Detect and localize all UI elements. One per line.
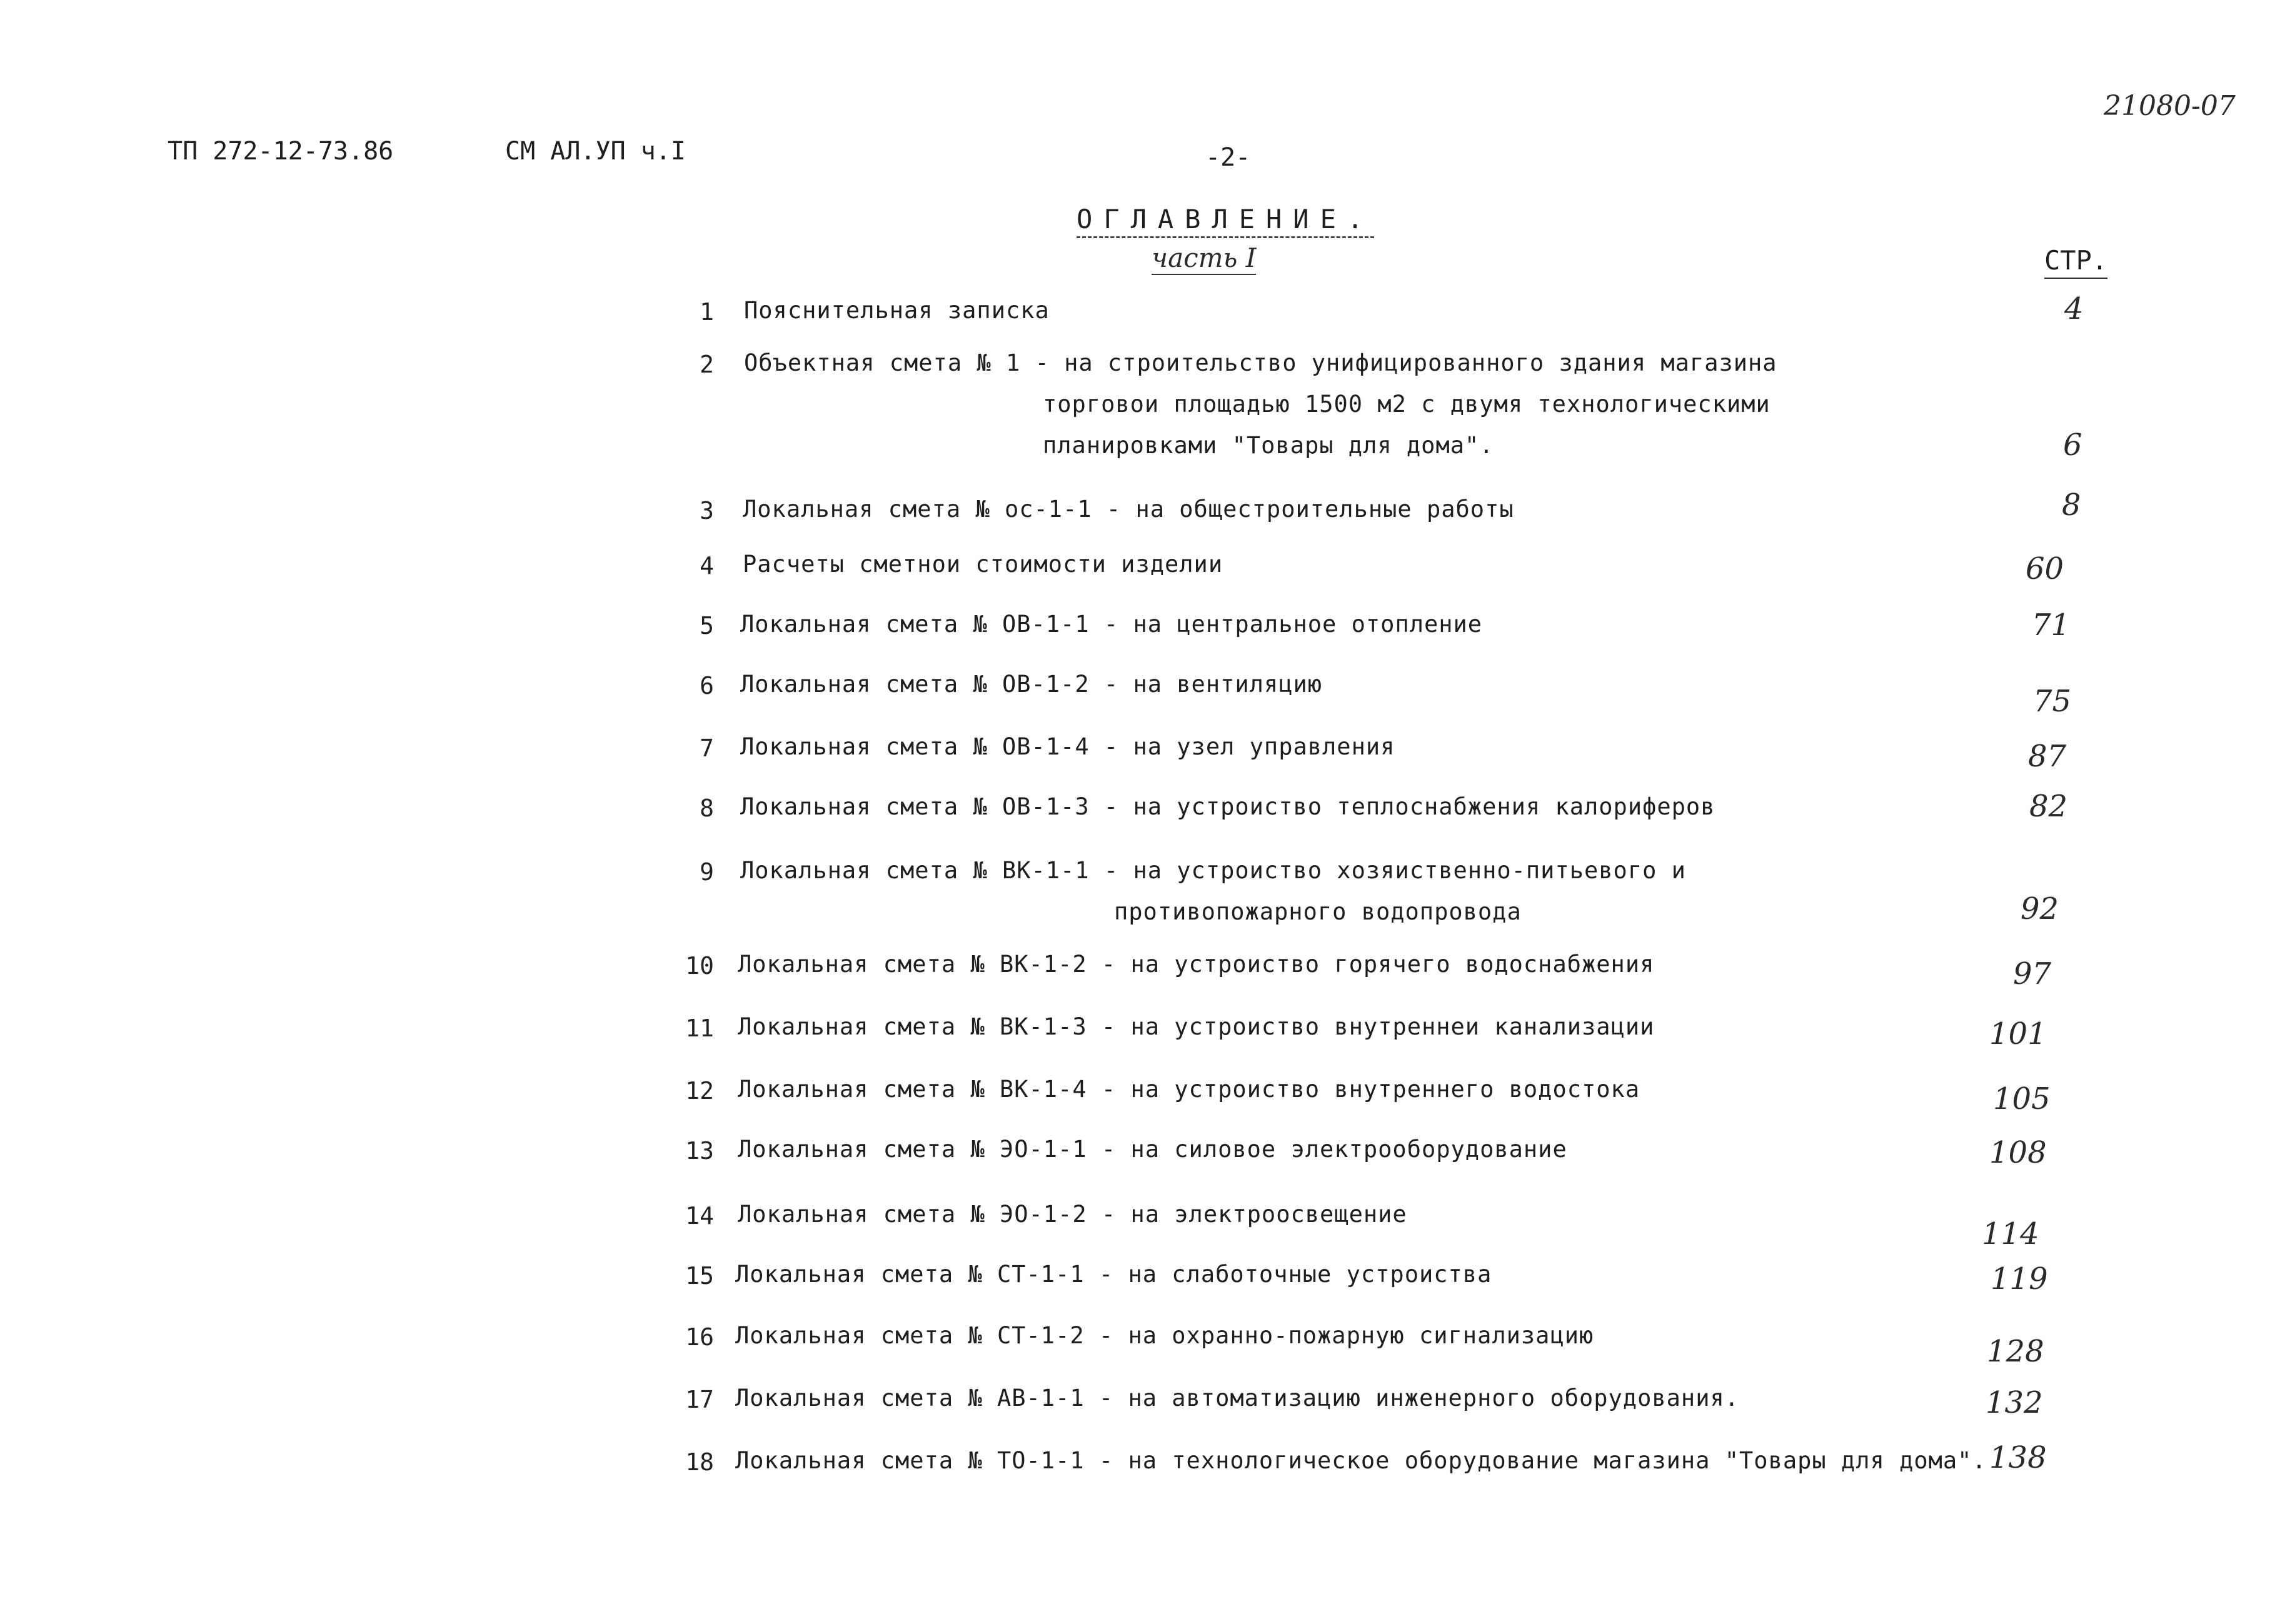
page-number: -2- <box>1205 143 1251 172</box>
toc-entry-page: 71 <box>2032 608 2071 643</box>
toc-entry-page: 128 <box>1987 1334 2044 1369</box>
toc-entry-text: Пояснительная записка <box>744 297 1050 324</box>
toc-entry-page: 8 <box>2062 488 2081 523</box>
toc-entry-text: Локальная смета № АВ-1-1 - на автоматизацию инженерного оборудования. <box>735 1385 1740 1411</box>
toc-entry-page: 108 <box>1989 1135 2047 1170</box>
toc-entry-text: противопожарного водопровода <box>1114 898 1522 925</box>
toc-entry-text: Локальная смета № ТО-1-1 - на технологическое оборудование магазина "Товары для дома". <box>735 1447 1987 1474</box>
toc-entry-page: 105 <box>1993 1081 2051 1116</box>
page-column-header: СТР. <box>2044 248 2107 279</box>
toc-entry-text: Локальная смета № СТ-1-2 - на охранно-пожарную сигнализацию <box>735 1322 1594 1349</box>
toc-entry-number: 10 <box>685 952 714 980</box>
toc-entry-text: Локальная смета № ВК-1-1 - на устроиство хозяиственно-питьевого и <box>740 857 1686 884</box>
toc-entry-page: 60 <box>2026 551 2064 586</box>
toc-subtitle: часть I <box>1152 245 1256 275</box>
toc-entry-page: 6 <box>2063 428 2082 463</box>
toc-entry-number: 9 <box>700 858 714 886</box>
toc-entry-text: Локальная смета № ОВ-1-4 - на узел управления <box>740 733 1395 760</box>
toc-entry-number: 13 <box>685 1137 714 1165</box>
album-code: СМ АЛ.УП ч.I <box>505 137 686 166</box>
toc-entry-page: 4 <box>2064 291 2084 326</box>
toc-entry-number: 12 <box>685 1077 714 1105</box>
toc-entry-number: 15 <box>685 1262 714 1290</box>
toc-entry-page: 87 <box>2028 739 2067 774</box>
toc-entry-page: 75 <box>2033 684 2072 719</box>
toc-entry-page: 119 <box>1991 1261 2048 1296</box>
toc-entry-number: 4 <box>700 552 714 579</box>
toc-entry-text: Локальная смета № ВК-1-2 - на устроиство горячего водоснабжения <box>738 951 1655 978</box>
project-code: ТП 272-12-73.86 <box>168 137 394 166</box>
toc-entry-text: Локальная смета № ВК-1-3 - на устроиство внутреннеи канализации <box>738 1013 1655 1040</box>
toc-entry-page: 114 <box>1982 1216 2039 1251</box>
toc-entry-page: 97 <box>2013 956 2052 991</box>
toc-title: ОГЛАВЛЕНИЕ. <box>1077 206 1374 238</box>
toc-entry-page: 101 <box>1989 1016 2047 1051</box>
toc-entry-text: Локальная смета № ОВ-1-2 - на вентиляцию <box>740 671 1323 698</box>
toc-entry-text: планировками "Товары для дома". <box>1043 432 1494 459</box>
toc-entry-text: Локальная смета № ЭО-1-1 - на силовое электрооборудование <box>738 1136 1567 1163</box>
toc-entry-number: 11 <box>685 1015 714 1042</box>
toc-entry-number: 14 <box>685 1202 714 1230</box>
toc-entry-number: 1 <box>700 298 714 326</box>
toc-entry-text: Локальная смета № ВК-1-4 - на устроиство внутреннего водостока <box>738 1076 1640 1103</box>
toc-entry-number: 2 <box>700 351 714 378</box>
toc-entry-number: 3 <box>700 497 714 524</box>
toc-entry-number: 18 <box>685 1448 714 1476</box>
toc-entry-number: 17 <box>685 1386 714 1413</box>
toc-entry-number: 8 <box>700 794 714 822</box>
toc-entry-page: 82 <box>2029 789 2068 824</box>
toc-entry-number: 7 <box>700 734 714 762</box>
toc-entry-text: Локальная смета № ОВ-1-1 - на центральное отопление <box>740 611 1483 638</box>
toc-entry-page: 92 <box>2021 891 2059 926</box>
toc-entry-text: Расчеты сметнои стоимости изделии <box>743 551 1223 578</box>
toc-entry-text: Локальная смета № ос-1-1 - на общестроительные работы <box>743 496 1514 523</box>
toc-entry-page: 138 <box>1989 1440 2047 1475</box>
archive-number: 21080-07 <box>2104 90 2236 122</box>
toc-entry-text: Локальная смета № СТ-1-1 - на слаботочные устроиства <box>735 1261 1492 1288</box>
toc-entry-text: Локальная смета № ОВ-1-3 - на устроиство теплоснабжения калориферов <box>740 793 1715 820</box>
toc-entry-text: Локальная смета № ЭО-1-2 - на электроосвещение <box>738 1201 1407 1228</box>
toc-entry-text: Объектная смета № 1 - на строительство унифицированного здания магазина <box>744 349 1777 376</box>
toc-entry-number: 6 <box>700 672 714 699</box>
toc-entry-number: 5 <box>700 612 714 639</box>
toc-entry-text: торговои площадью 1500 м2 с двумя технологическими <box>1043 391 1770 418</box>
toc-entry-page: 132 <box>1986 1385 2043 1420</box>
toc-entry-number: 16 <box>685 1323 714 1351</box>
